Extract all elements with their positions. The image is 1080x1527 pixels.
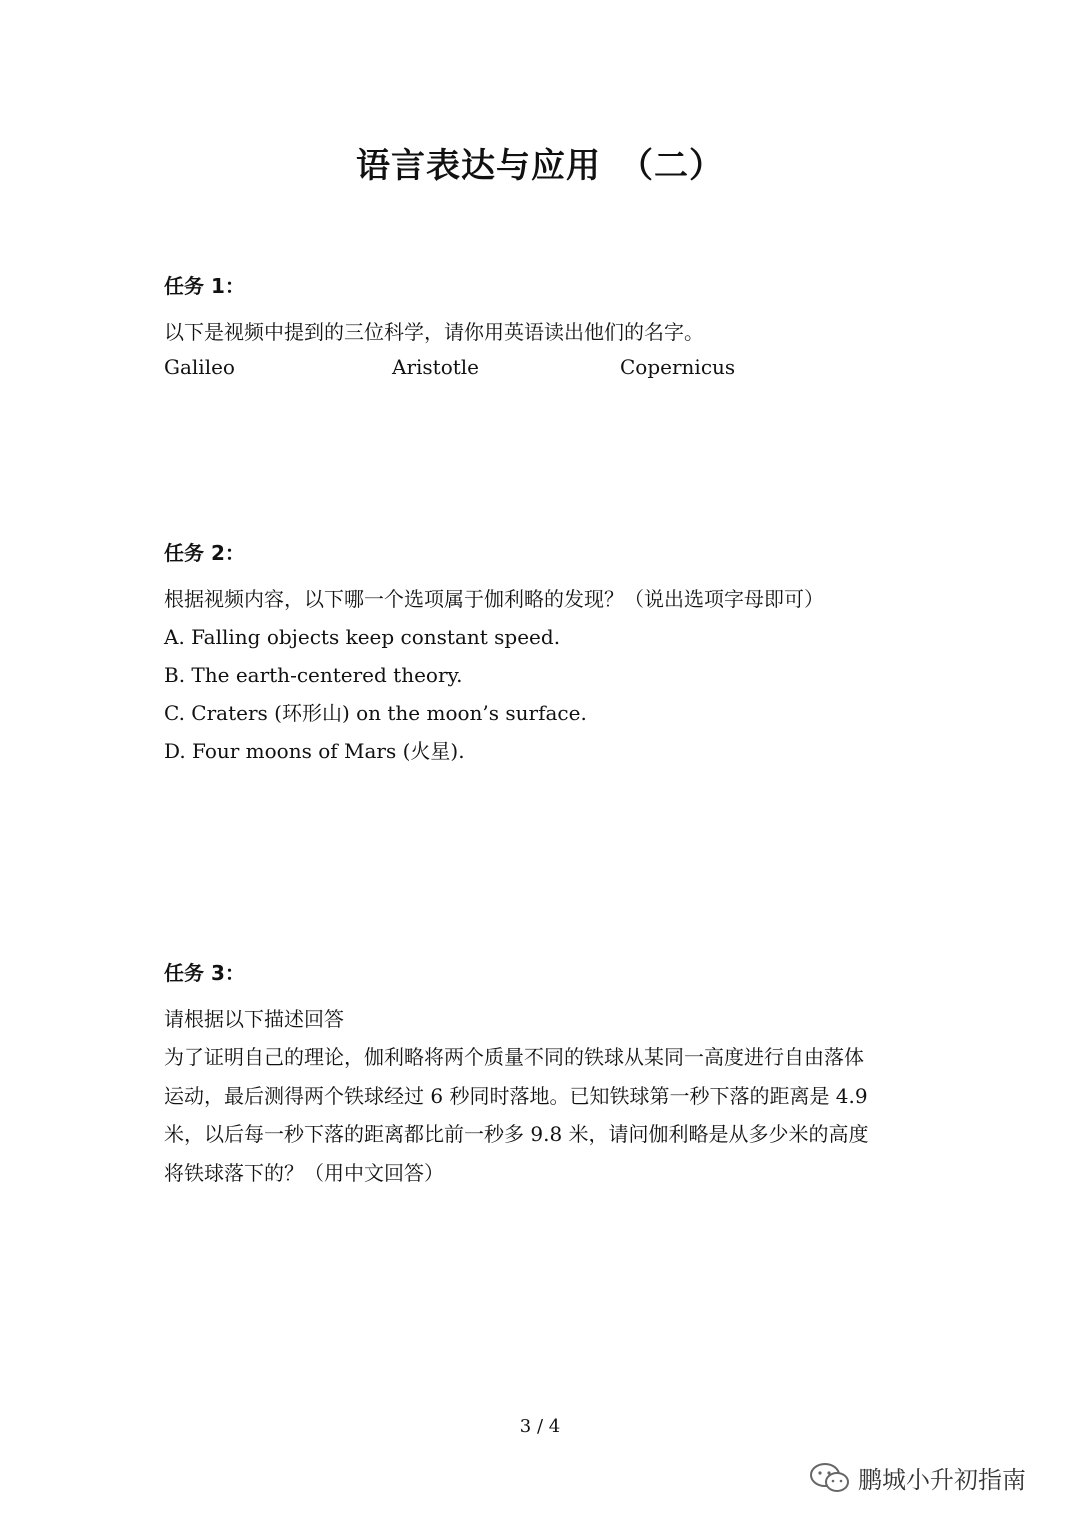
option-d: D. Four moons of Mars (火星). bbox=[164, 739, 465, 763]
scientist-name: Galileo bbox=[164, 355, 235, 379]
option-a: A. Falling objects keep constant speed. bbox=[164, 625, 561, 649]
task-3-intro: 请根据以下描述回答 bbox=[164, 1007, 344, 1031]
task-3-paragraph-line: 运动，最后测得两个铁球经过 6 秒同时落地。已知铁球第一秒下落的距离是 4.9 bbox=[164, 1083, 868, 1108]
task-1-heading: 任务 1： bbox=[164, 274, 245, 298]
watermark bbox=[808, 1460, 1026, 1495]
task-1 bbox=[164, 270, 924, 379]
option-b: B. The earth-centered theory. bbox=[164, 663, 463, 687]
task-2 bbox=[164, 537, 924, 770]
task-3-paragraph-line: 将铁球落下的？（用中文回答） bbox=[164, 1160, 444, 1185]
scientist-name: Aristotle bbox=[392, 355, 480, 379]
task-3-paragraph-line: 米，以后每一秒下落的距离都比前一秒多 9.8 米，请问伽利略是从多少米的高度 bbox=[164, 1122, 869, 1146]
page-number: 3 / 4 bbox=[519, 1416, 561, 1437]
task-1-instruction: 以下是视频中提到的三位科学，请你用英语读出他们的名字。 bbox=[164, 320, 704, 344]
task-3 bbox=[164, 957, 924, 1192]
task-2-question: 根据视频内容，以下哪一个选项属于伽利略的发现？（说出选项字母即可） bbox=[164, 587, 824, 611]
page-title: 语言表达与应用 （二） bbox=[356, 146, 724, 186]
watermark-text: 鹏城小升初指南 bbox=[858, 1466, 1026, 1494]
scientist-names bbox=[164, 355, 924, 379]
task-3-paragraph-line: 为了证明自己的理论，伽利略将两个质量不同的铁球从某同一高度进行自由落体 bbox=[164, 1045, 864, 1069]
option-c: C. Craters (环形山) on the moon’s surface. bbox=[164, 701, 587, 725]
task-2-heading: 任务 2： bbox=[164, 541, 245, 565]
wechat-icon bbox=[808, 1461, 852, 1495]
scientist-name: Copernicus bbox=[620, 355, 736, 379]
task-3-heading: 任务 3： bbox=[164, 961, 245, 985]
